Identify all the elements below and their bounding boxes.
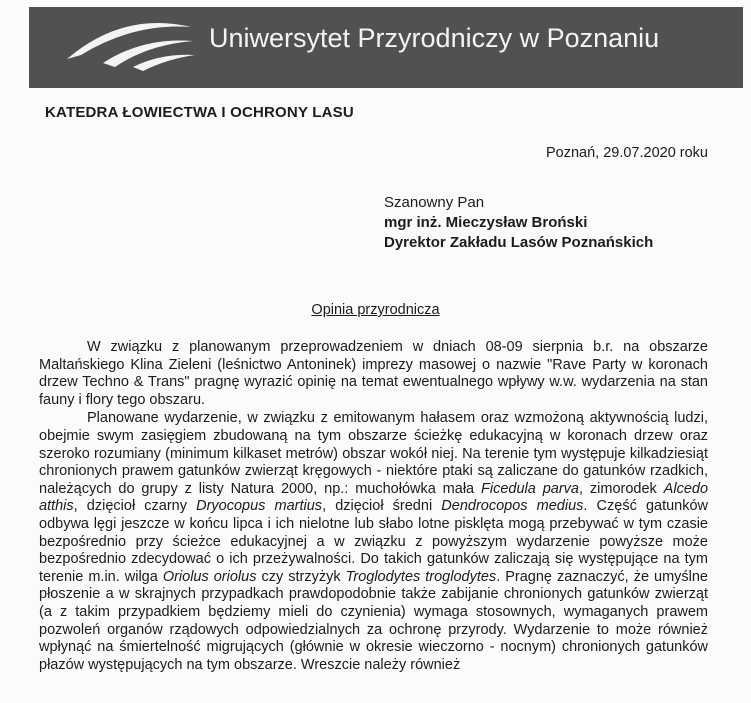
department-heading: KATEDRA ŁOWIECTWA I OCHRONY LASU [45, 104, 354, 121]
paragraph-2-text: , dzięcioł czarny [73, 498, 187, 515]
university-logo-icon [63, 19, 203, 77]
date-line: Poznań, 29.07.2020 roku [545, 145, 708, 161]
species-name: Oriolus oriolus [162, 568, 257, 585]
addressee-salutation: Szanowny Pan [384, 194, 485, 211]
paragraph-2-text: czy strzyżyk [261, 568, 341, 585]
addressee-position: Dyrektor Zakładu Lasów Poznańskich [384, 234, 654, 251]
species-name: Dryocopus martius [196, 498, 323, 515]
document-title: Opinia przyrodnicza [311, 302, 440, 318]
letterhead-banner [29, 7, 743, 88]
paragraph-2-text: Planowane wydarzenie, w związku z emitowanym hałasem oraz wzmożoną aktywnością ludzi, obejmie swym zasięgiem zbudowaną na tym obszarze ścieżkę edukacyjną w koronach drzew oraz szeroko rozumiany (minimum kilkaset metrów) obszar wokół niej. Na terenie tym występuje kilkadziesiąt chronionych prawem gatunków zwierząt kręgowych - niektóre ptaki są zaliczane do gatunków rzadkich, należących do grupy z listy Natura 2000, np.: muchołówka mała [39, 410, 708, 497]
paragraph-2-text: . Część gatunków odbywa lęgi jeszcze w końcu lipca i ich nielotne lub słabo lotne pisklęta mogą przebywać w tym czasie bezpośrednio przy ścieżce edukacyjnej a w związku z powyższym wydarzenie powyższe może bezpośrednio zdecydować o ich przeżywalności. Do takich gatunków zaliczają się występujące na tym terenie m.in. wilga [39, 498, 709, 585]
addressee-block [384, 193, 653, 253]
species-name: Ficedula parva [481, 480, 579, 497]
addressee-name: mgr inż. Mieczysław Broński [384, 214, 588, 231]
paragraph-2-text: , dzięcioł średni [322, 498, 433, 515]
paragraph-1: W związku z planowanym przeprowadzeniem w dniach 08-09 sierpnia b.r. na obszarze Maltańskiego Klina Zieleni (leśnictwo Antoninek) imprezy masowej o nazwie "Rave Party w koronach drzew Techno & Trans" pragnę wyrazić opinię na temat ewentualnego wpływy w.w. wydarzenia na stan fauny i flory tego obszaru. [39, 339, 708, 408]
paragraph-2-text: , zimorodek [578, 480, 657, 497]
species-name: Troglodytes troglodytes [345, 568, 497, 585]
paragraph-2 [39, 410, 708, 674]
paragraph-2-text: . Pragnę zaznaczyć, że umyślne płoszenie a w skrajnych przypadkach prawdopodobnie także zabijanie chronionych gatunków zwierząt (a z takim przypadkiem będziemy mieli do czynienia) wymaga stosownych, wymaganych prawem pozwoleń organów rządowych odpowiedzialnych za ochronę przyrody. Wydarzenie to może również wpłynąć na śmiertelność migrujących (głównie w okresie wieczorno - nocnym) chronionych gatunków płazów występujących na tym obszarze. Wreszcie należy również [39, 568, 709, 673]
species-name: Alcedo atthis [39, 480, 709, 515]
university-name: Uniwersytet Przyrodniczy w Poznaniu [209, 23, 660, 53]
letter-body [39, 339, 708, 674]
species-name: Dendrocopos medius [441, 498, 584, 515]
